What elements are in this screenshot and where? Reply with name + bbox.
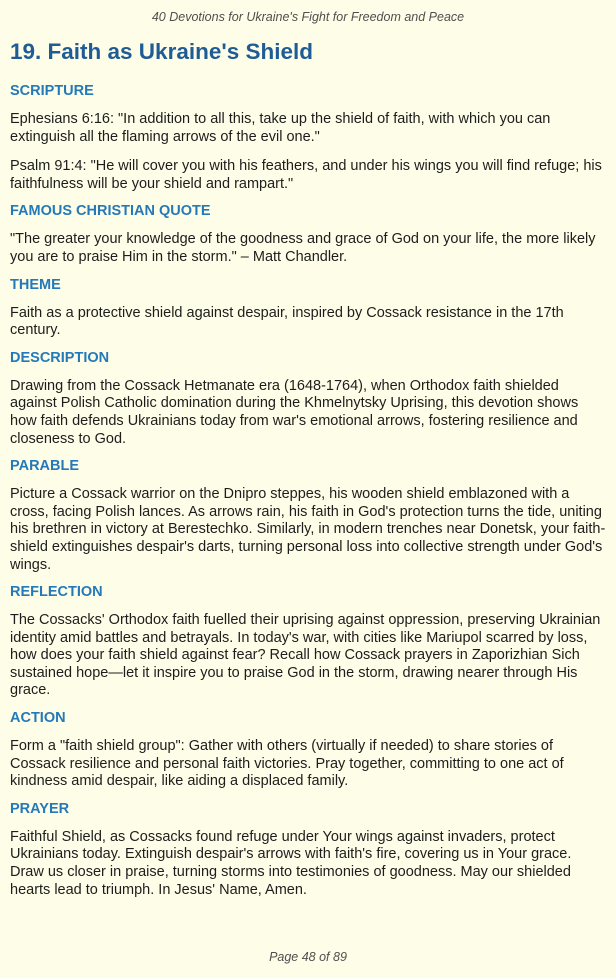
page-title: 19. Faith as Ukraine's Shield — [10, 39, 313, 64]
reflection-text: The Cossacks' Orthodox faith fuelled their uprising against oppression, preserving Ukrainian identity amid battles and betrayals. In today's war, with cities like Mariupol scarred by loss, how does your faith shield against fear? Recall how Cossack prayers in Zaporizhian Sich sustained hope—let it inspire you to praise God in the storm, drawing nearer through His grace. — [10, 612, 601, 699]
heading-action: ACTION — [10, 710, 66, 727]
heading-reflection: REFLECTION — [10, 584, 103, 601]
scripture-ephesians: Ephesians 6:16: "In addition to all this, take up the shield of faith, with which you can extinguish all the flaming arrows of the evil one." — [10, 111, 551, 145]
scripture-psalm: Psalm 91:4: "He will cover you with his feathers, and under his wings you will find refuge; his faithfulness will be your shield and rampart." — [10, 158, 602, 192]
heading-quote: FAMOUS CHRISTIAN QUOTE — [10, 203, 211, 220]
prayer-text: Faithful Shield, as Cossacks found refuge under Your wings against invaders, protect Ukrainians today. Extinguish despair's arrows with faith's fire, covering us in Your grace. Draw us closer in praise, turning storms into testimonies of goodness. May our shielded hearts lead to triumph. In Jesus' Name, Amen. — [10, 828, 572, 898]
heading-scripture: SCRIPTURE — [10, 83, 94, 99]
description-text: Drawing from the Cossack Hetmanate era (1648-1764), when Orthodox faith shielded against Polish Catholic domination during the Khmelnytsky Uprising, this devotion shows how faith defends Ukrainians today from war's emotional arrows, fostering resilience and closeness to God. — [10, 377, 579, 447]
heading-parable: PARABLE — [10, 458, 80, 475]
page-number-footer: Page 48 of 89 — [269, 950, 347, 964]
parable-text: Picture a Cossack warrior on the Dnipro steppes, his wooden shield emblazoned with a cross, facing Polish lances. As arrows rain, his faith in God's protection turns the tide, uniting his brethren in victory at Berestechko. Similarly, in modern trenches near Donetsk, your faith-shield extinguishes despair's darts, turning personal loss into collective strength under God's wings. — [10, 486, 606, 573]
heading-description: DESCRIPTION — [10, 349, 110, 366]
quote-text: "The greater your knowledge of the goodness and grace of God on your life, the more likely you are to praise Him in the storm." – Matt Chandler. — [10, 231, 596, 265]
running-header: 40 Devotions for Ukraine's Fight for Freedom and Peace — [151, 10, 465, 24]
heading-prayer: PRAYER — [10, 800, 70, 817]
theme-text: Faith as a protective shield against despair, inspired by Cossack resistance in the 17th century. — [10, 304, 564, 339]
action-text: Form a "faith shield group": Gather with others (virtually if needed) to share stories of Cossack resilience and personal faith victories. Pray together, committing to one act of kindness amid despair, like aiding a displaced family. — [10, 738, 564, 790]
heading-theme: THEME — [10, 276, 61, 293]
